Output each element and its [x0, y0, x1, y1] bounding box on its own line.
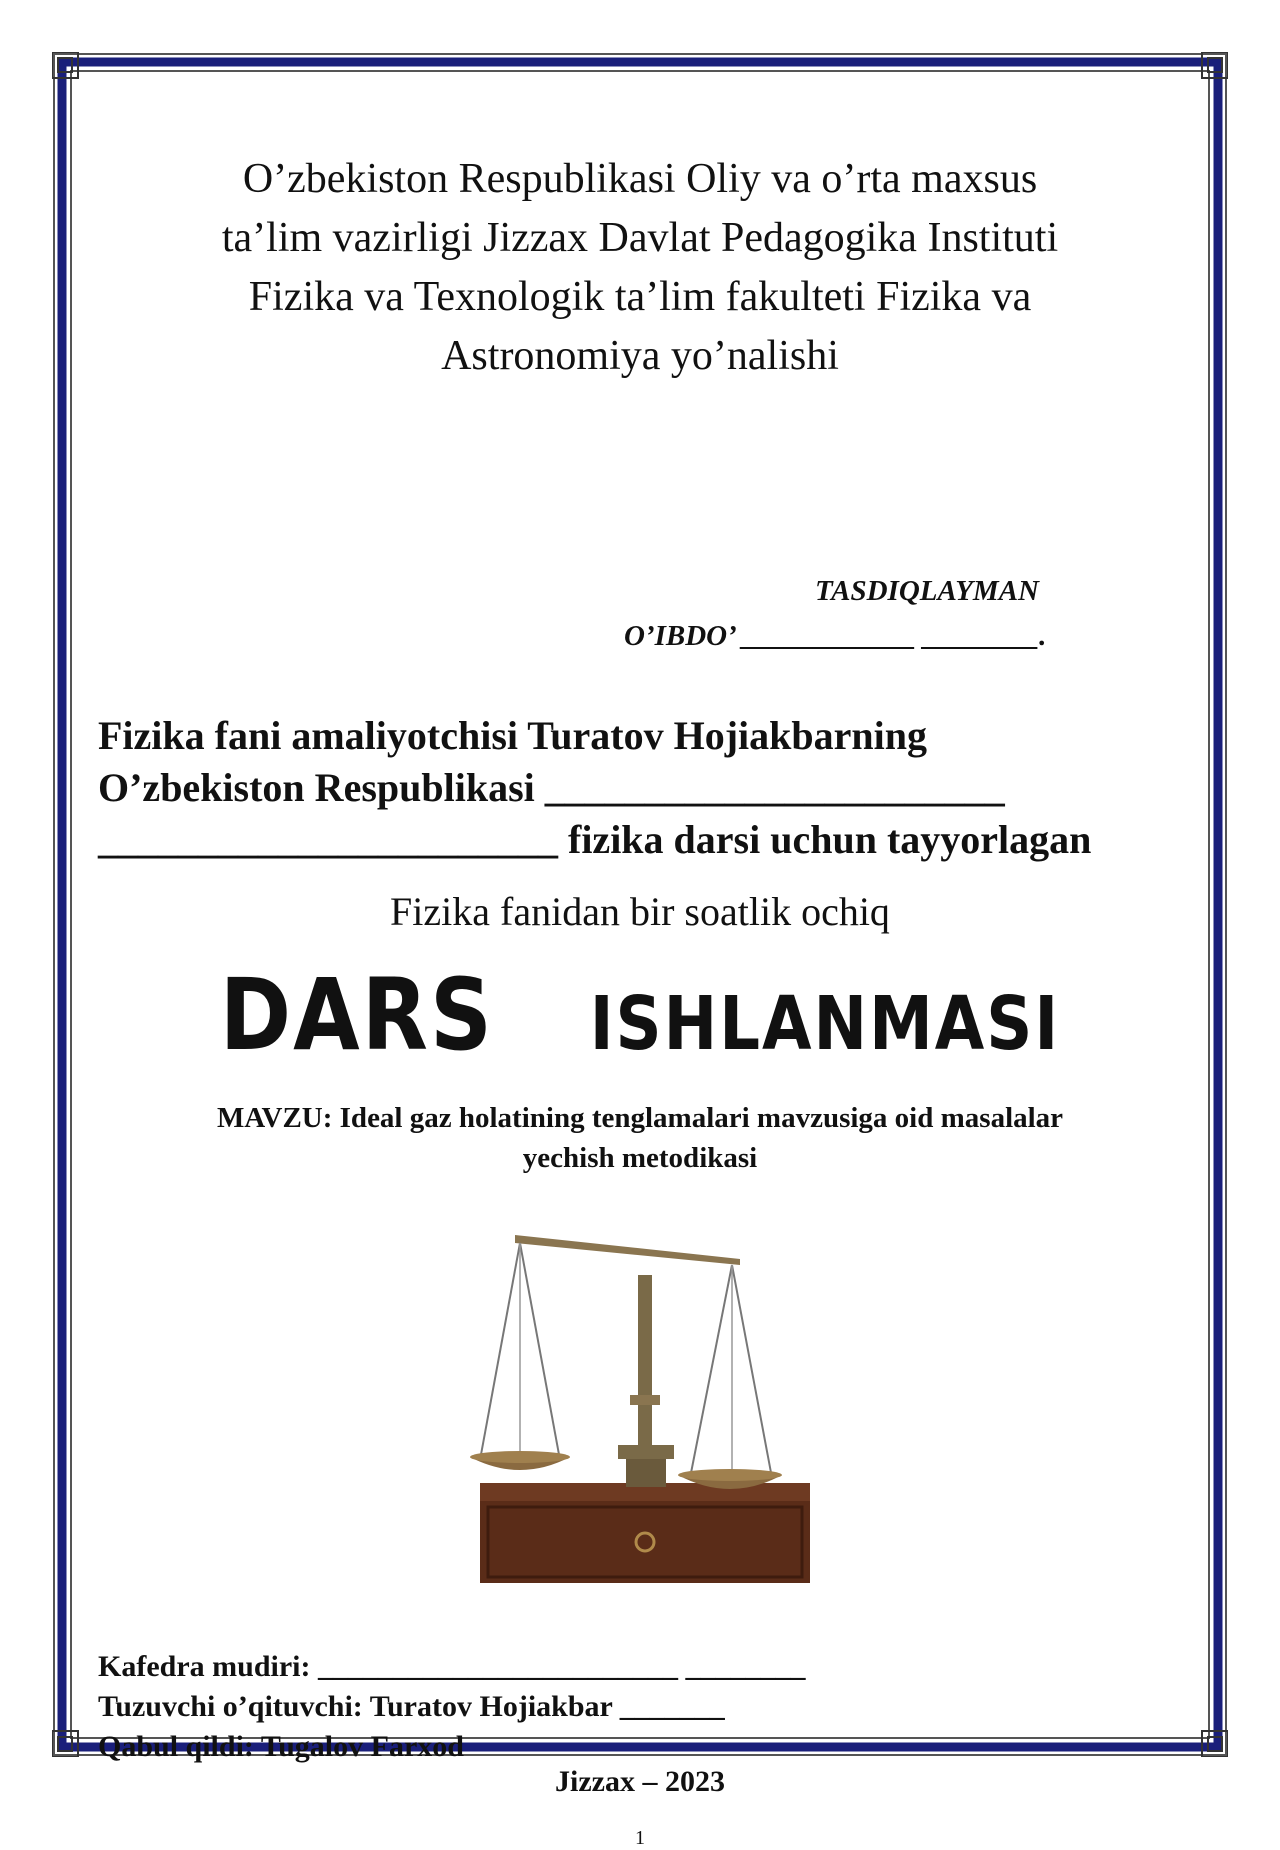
institution-line: Astronomiya yo’nalishi	[441, 333, 839, 379]
open-lesson-subtitle: Fizika fanidan bir soatlik ochiq	[390, 889, 890, 934]
institution-line: ta’lim vazirligi Jizzax Davlat Pedagogika Instituti	[221, 215, 1059, 261]
approval-signature-line: O’IBDO’ ____________ ________.	[624, 620, 1047, 652]
balance-scale-icon	[440, 1235, 840, 1595]
topic-block	[90, 1098, 1190, 1178]
department-head-line: Kafedra mudiri: ________________________ ________	[98, 1650, 806, 1683]
institution-header	[90, 150, 1190, 386]
practitioner-line: _______________________ fizika darsi uchun tayyorlagan	[98, 817, 1092, 862]
title-word-dars: DARS	[219, 958, 494, 1073]
page-number: 1	[635, 1827, 645, 1849]
institution-line: Fizika va Texnologik ta’lim fakulteti Fizika va	[248, 274, 1032, 320]
title-word-ishlanmasi: ISHLANMASI	[589, 982, 1061, 1068]
practitioner-line: O’zbekiston Respublikasi _______________________	[98, 765, 1005, 810]
document-title	[90, 958, 1190, 1073]
city-year: Jizzax – 2023	[555, 1765, 725, 1798]
topic-line: yechish metodikasi	[522, 1142, 758, 1174]
topic-line: MAVZU: Ideal gaz holatining tenglamalari mavzusiga oid masalalar	[216, 1102, 1064, 1134]
practitioner-line: Fizika fani amaliyotchisi Turatov Hojiakbarning	[98, 713, 928, 758]
signature-block	[98, 1647, 1198, 1767]
approval-title: TASDIQLAYMAN	[815, 575, 1039, 607]
author-line: Tuzuvchi o’qituvchi: Turatov Hojiakbar _______	[98, 1690, 725, 1723]
accepted-by-line: Qabul qildi: Tugalov Farxod	[98, 1730, 464, 1763]
document-page	[90, 150, 1190, 1849]
institution-line: O’zbekiston Respublikasi Oliy va o’rta maxsus	[242, 156, 1038, 202]
practitioner-statement	[98, 710, 1198, 866]
